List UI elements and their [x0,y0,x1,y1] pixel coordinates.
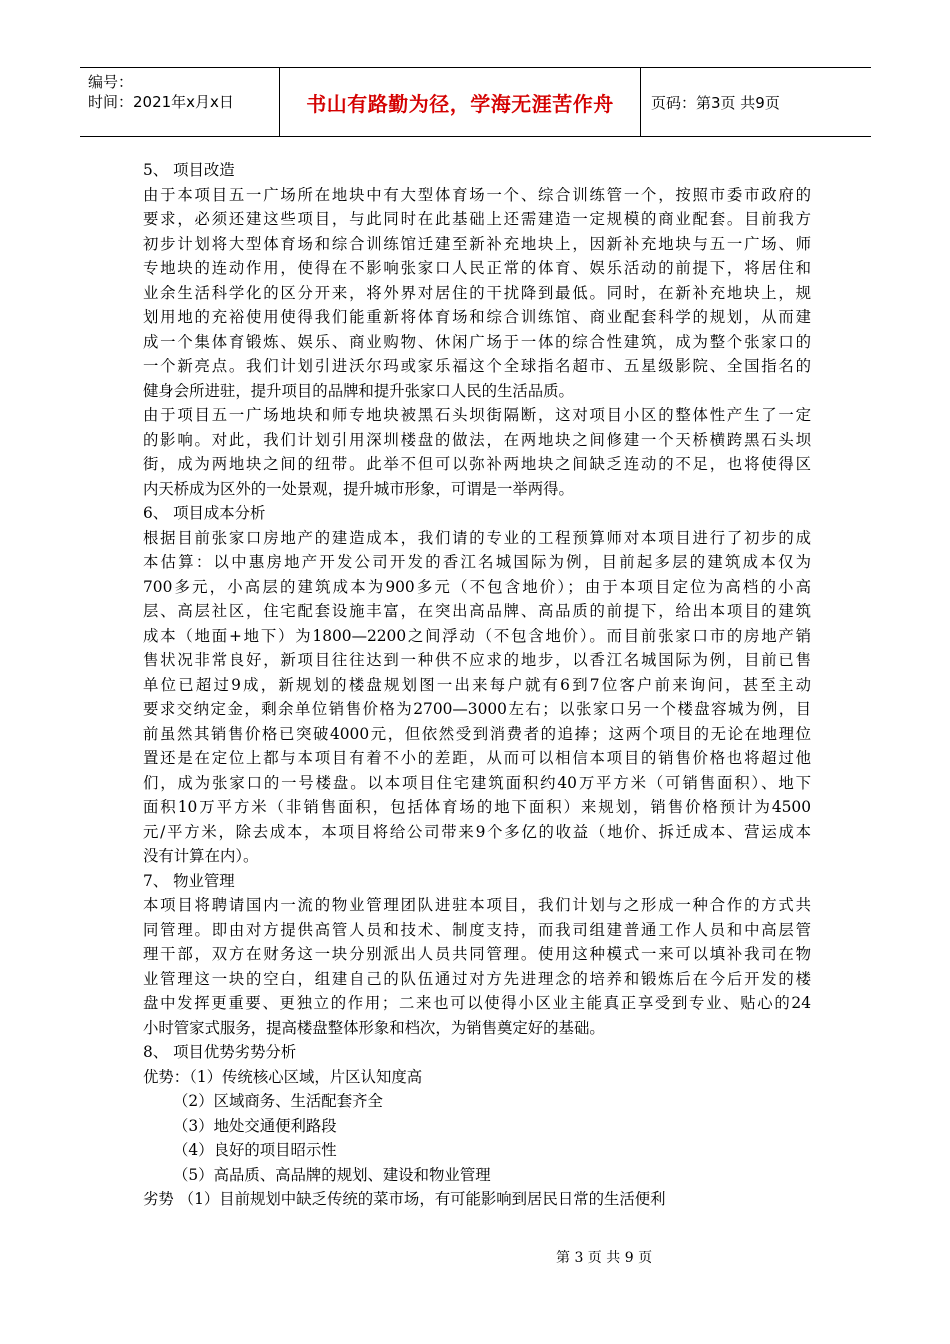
paragraph-line: 成本（地面+地下）为1800—2200之间浮动（不包含地价）。而目前张家口市的房地产销 [143,626,811,645]
paragraph-line: 根据目前张家口房地产的建造成本，我们请的专业的工程预算师对本项目进行了初步的成 [143,528,811,547]
advantage-item: （2）区域商务、生活配套齐全 [173,1092,383,1110]
paragraph-line: 面积10万平方米（非销售面积，包括体育场的地下面积）来规划，销售价格预计为4500 [143,798,811,816]
heading-cost-analysis: 6、 项目成本分析 [143,504,266,522]
paragraph-line: 理干部，双方在财务这一块分别派出人员共同管理。使用这种模式一来可以填补我司在物 [143,945,811,963]
document-body [143,158,811,1212]
heading-property-management: 7、 物业管理 [143,871,235,890]
paragraph-line: 元/平方米，除去成本，本项目将给公司带来9个多亿的收益（地价、拆迁成本、营运成本 [143,822,811,841]
paragraph-line: 业管理这一块的空白，组建自己的队伍通过对方先进理念的培养和锻炼后在今后开发的楼 [143,969,811,988]
paragraph-line: 盘中发挥更重要、更独立的作用；二来也可以使得小区业主能真正享受到专业、贴心的24 [143,994,811,1012]
paragraph-line: 健身会所进驻，提升项目的品牌和提升张家口人民的生活品质。 [143,381,574,400]
header-page-number: 页码：第3页 共9页 [651,93,780,112]
advantage-item: （3）地处交通便利路段 [173,1116,337,1135]
paragraph-line: 一个新亮点。我们计划引进沃尔玛或家乐福这个全球指名超市、五星级影院、全国指名的 [143,357,811,375]
paragraph-line: 同管理。即由对方提供高管人员和技术、制度支持，而我司组建普通工作人员和中高层管 [143,920,811,939]
heading-project-renovation: 5、 项目改造 [143,161,235,179]
header-motto: 书山有路勤为径，学海无涯苦作舟 [280,68,641,136]
heading-swot-analysis: 8、 项目优势劣势分析 [143,1043,297,1061]
paragraph-line: 要求交纳定金，剩余单位销售价格为2700—3000左右；以张家口另一个楼盘容城为例，目 [143,700,811,718]
paragraph-line: 初步计划将大型体育场和综合训练馆迁建至新补充地块上，因新补充地块与五一广场、师 [143,234,811,253]
document-time-label: 时间：2021年x月x日 [88,93,234,111]
paragraph-line: 要求，必须还建这些项目，与此同时在此基础上还需建造一定规模的商业配套。目前我方 [143,210,811,228]
paragraph-line: 售状况非常良好，新项目往往达到一种供不应求的地步，以香江名城国际为例，目前已售 [143,651,811,669]
paragraph-line: 置还是在定位上都与本项目有着不小的差距，从而可以相信本项目的销售价格也将超过他 [143,749,811,767]
paragraph-line: 700多元，小高层的建筑成本为900多元（不包含地价）；由于本项目定位为高档的小高 [143,577,811,596]
paragraph-line: 单位已超过9成，新规划的楼盘规划图一出来每户就有6到7位客户前来询问，甚至主动 [143,675,811,694]
paragraph-line: 的影响。对此，我们计划引用深圳楼盘的做法，在两地块之间修建一个天桥横跨黑石头坝 [143,430,811,449]
page-header [80,67,871,137]
paragraph-line: 由于项目五一广场地块和师专地块被黑石头坝街隔断，这对项目小区的整体性产生了一定 [143,406,811,424]
paragraph-line: 没有计算在内）。 [143,847,259,865]
advantage-item: 优势：（1）传统核心区域，片区认知度高 [143,1067,423,1086]
paragraph-line: 街，成为两地块之间的纽带。此举不但可以弥补两地块之间缺乏连动的不足，也将使得区 [143,455,811,473]
document-number-label: 编号： [88,73,134,91]
advantage-item: （4）良好的项目昭示性 [173,1141,337,1159]
advantage-item: （5）高品质、高品牌的规划、建设和物业管理 [173,1165,491,1184]
paragraph-line: 本估算：以中惠房地产开发公司开发的香江名城国际为例，目前起多层的建筑成本仅为 [143,553,811,571]
paragraph-line: 小时管家式服务，提高楼盘整体形象和档次，为销售奠定好的基础。 [143,1018,605,1037]
header-info-cell [80,68,280,136]
paragraph-line: 业余生活科学化的区分开来，将外界对居住的干扰降到最低。同时，在新补充地块上，规 [143,283,811,302]
footer-page-number: 第 3 页 共 9 页 [556,1250,653,1266]
paragraph-line: 划用地的充裕使用使得我们能重新将体育场和综合训练馆、商业配套科学的规划，从而建 [143,308,811,326]
paragraph-line: 由于本项目五一广场所在地块中有大型体育场一个、综合训练管一个，按照市委市政府的 [143,185,811,204]
paragraph-line: 专地块的连动作用，使得在不影响张家口人民正常的体育、娱乐活动的前提下，将居住和 [143,259,811,277]
paragraph-line: 成一个集体育锻炼、娱乐、商业购物、休闲广场于一体的综合性建筑，成为整个张家口的 [143,332,811,351]
disadvantage-item: 劣势 （1）目前规划中缺乏传统的菜市场，有可能影响到居民日常的生活便利 [143,1190,666,1208]
paragraph-line: 本项目将聘请国内一流的物业管理团队进驻本项目，我们计划与之形成一种合作的方式共 [143,896,811,914]
paragraph-line: 们，成为张家口的一号楼盘。以本项目住宅建筑面积约40万平方米（可销售面积）、地下 [143,773,811,792]
paragraph-line: 前虽然其销售价格已突破4000元，但依然受到消费者的追捧；这两个项目的无论在地理位 [143,724,811,743]
paragraph-line: 层、高层社区，住宅配套设施丰富，在突出高品牌、高品质的前提下，给出本项目的建筑 [143,602,811,620]
paragraph-line: 内天桥成为区外的一处景观，提升城市形象，可谓是一举两得。 [143,479,574,498]
